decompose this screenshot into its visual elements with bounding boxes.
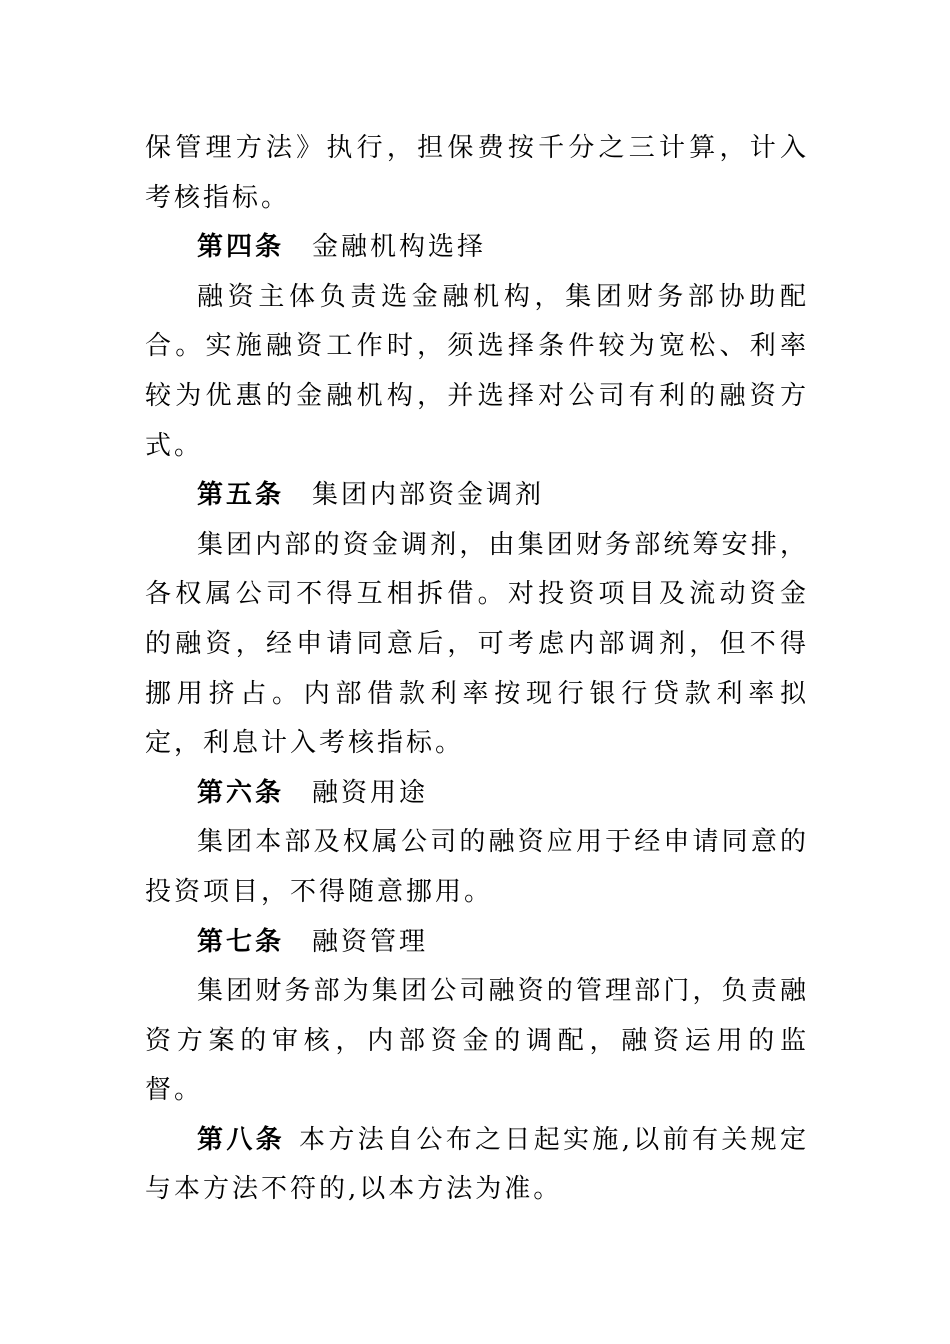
- article-7-body: 集团财务部为集团公司融资的管理部门，负责融资方案的审核，内部资金的调配，融资运用的监督。: [145, 976, 809, 1106]
- continuation-paragraph: 保管理方法》执行，担保费按千分之三计算，计入考核指标。: [145, 133, 809, 213]
- article-number: 第八条: [197, 1124, 286, 1155]
- article-number: 第四条: [197, 232, 285, 263]
- article-number: 第七条: [197, 926, 285, 957]
- article-title: 金融机构选择: [312, 232, 487, 263]
- article-5-heading: [145, 471, 809, 521]
- article-4-heading: [145, 223, 809, 273]
- article-number: 第五条: [197, 480, 285, 511]
- article-title: 集团内部资金调剂: [312, 480, 545, 511]
- article-6-body: 集团本部及权属公司的融资应用于经申请同意的投资项目，不得随意挪用。: [145, 827, 809, 907]
- article-number: 第六条: [197, 777, 285, 808]
- document-page: [145, 124, 809, 1215]
- article-7-heading: [145, 918, 809, 968]
- article-title: 融资管理: [312, 926, 429, 957]
- article-4-body: 融资主体负责选金融机构，集团财务部协助配合。实施融资工作时，须选择条件较为宽松、利率较为优惠的金融机构，并选择对公司有利的融资方式。: [145, 281, 809, 461]
- article-6-heading: [145, 769, 809, 819]
- article-8-paragraph: [145, 1116, 809, 1215]
- article-title: 融资用途: [312, 777, 429, 808]
- article-5-body: 集团内部的资金调剂，由集团财务部统筹安排，各权属公司不得互相拆借。对投资项目及流动资金的融资，经申请同意后，可考虑内部调剂，但不得挪用挤占。内部借款利率按现行银行贷款利率拟定，利息计入考核指标。: [145, 529, 809, 759]
- article-text: 本方法自公布之日起实施,以前有关规定与本方法不符的,以本方法为准。: [145, 1124, 809, 1205]
